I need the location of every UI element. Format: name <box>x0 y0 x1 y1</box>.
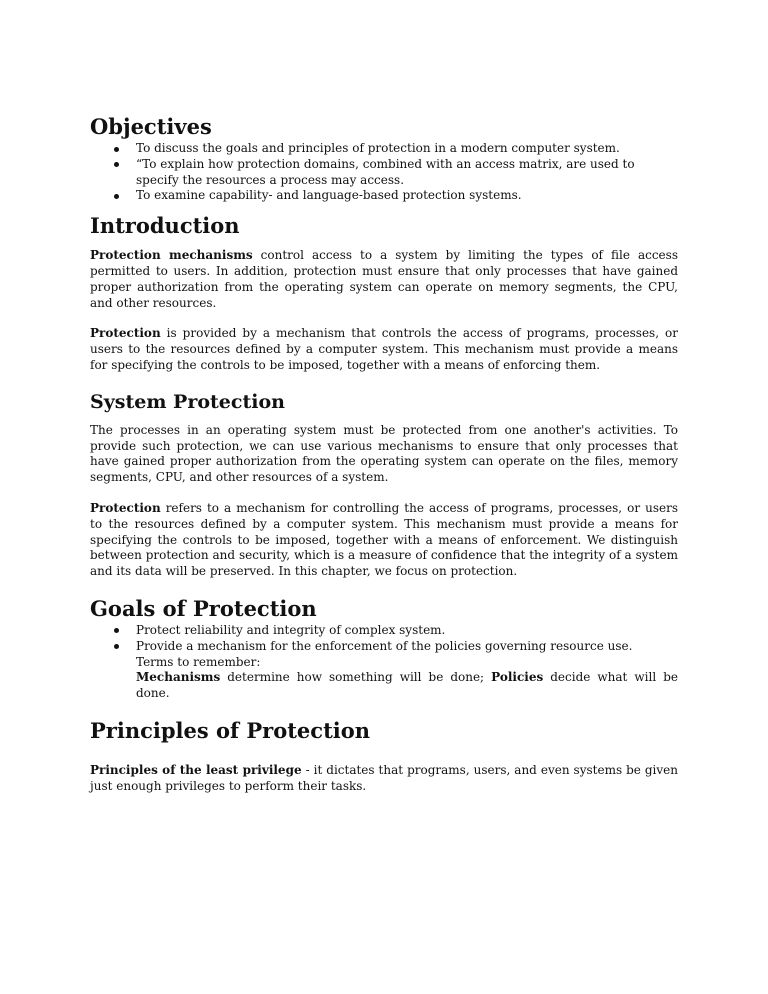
principles-term-bold: Principles of the least privilege <box>90 762 302 777</box>
system-protection-text: refers to a mechanism for controlling the access of programs, processes, or users to the resources defined by a computer system. This mechanism must provide a means for specifying the controls to be imposed, together with a means of enforcement. We distinguish between protection and security, which is a measure of confidence that the integrity of a system and its data will be preserved. In this chapter, we focus on protection. <box>90 500 678 579</box>
objectives-list <box>90 141 678 204</box>
document-content <box>90 113 678 795</box>
principles-paragraph-1 <box>90 763 678 795</box>
system-protection-paragraph-1: The processes in an operating system must be protected from one another's activities. To provide such protection, we can use various mechanisms to ensure that only processes that have gained proper authorization from the operating system can operate on the files, memory segments, CPU, and other resources of a system. <box>90 422 678 485</box>
objective-item: “To explain how protection domains, combined with an access matrix, are used to specify the resources a process may access. <box>90 157 678 189</box>
goal-item-text: Provide a mechanism for the enforcement of the policies governing resource use. <box>136 638 633 653</box>
goals-heading: Goals of Protection <box>90 595 317 621</box>
introduction-text: control access to a system by limiting the types of file access permitted to users. In addition, protection must ensure that only processes that have gained proper authorization from the operating system can operate on memory segments, the CPU, and other resources. <box>90 248 678 310</box>
introduction-paragraph-1 <box>90 248 678 311</box>
introduction-heading: Introduction <box>90 213 240 239</box>
goals-list <box>90 623 678 702</box>
goal-item: Protect reliability and integrity of complex system. <box>90 623 678 639</box>
introduction-term-bold: Protection <box>90 326 161 341</box>
objective-item: To discuss the goals and principles of protection in a modern computer system. <box>90 141 678 157</box>
objective-item: To examine capability- and language-based protection systems. <box>90 188 678 204</box>
goal-item <box>90 639 678 702</box>
terms-definition <box>136 670 678 702</box>
system-protection-paragraph-2 <box>90 501 678 580</box>
term-mechanisms-text: determine how something will be done; <box>220 670 492 685</box>
system-protection-term-bold: Protection <box>90 500 161 515</box>
term-policies-text: decide what will be done. <box>136 670 678 701</box>
term-policies: Policies <box>491 670 544 685</box>
objectives-heading: Objectives <box>90 114 212 139</box>
introduction-term-bold: Protection mechanisms <box>90 248 253 263</box>
principles-heading: Principles of Protection <box>90 717 371 743</box>
terms-label: Terms to remember: <box>136 654 261 669</box>
system-protection-heading: System Protection <box>90 390 285 413</box>
introduction-paragraph-2 <box>90 326 678 373</box>
principles-text: - it dictates that programs, users, and even systems be given just enough privileges to perform their tasks. <box>90 762 678 793</box>
introduction-text: is provided by a mechanism that controls the access of programs, processes, or users to the resources defined by a computer system. This mechanism must provide a means for specifying the controls to be imposed, together with a means of enforcing them. <box>90 326 678 372</box>
term-mechanisms: Mechanisms <box>136 670 221 685</box>
